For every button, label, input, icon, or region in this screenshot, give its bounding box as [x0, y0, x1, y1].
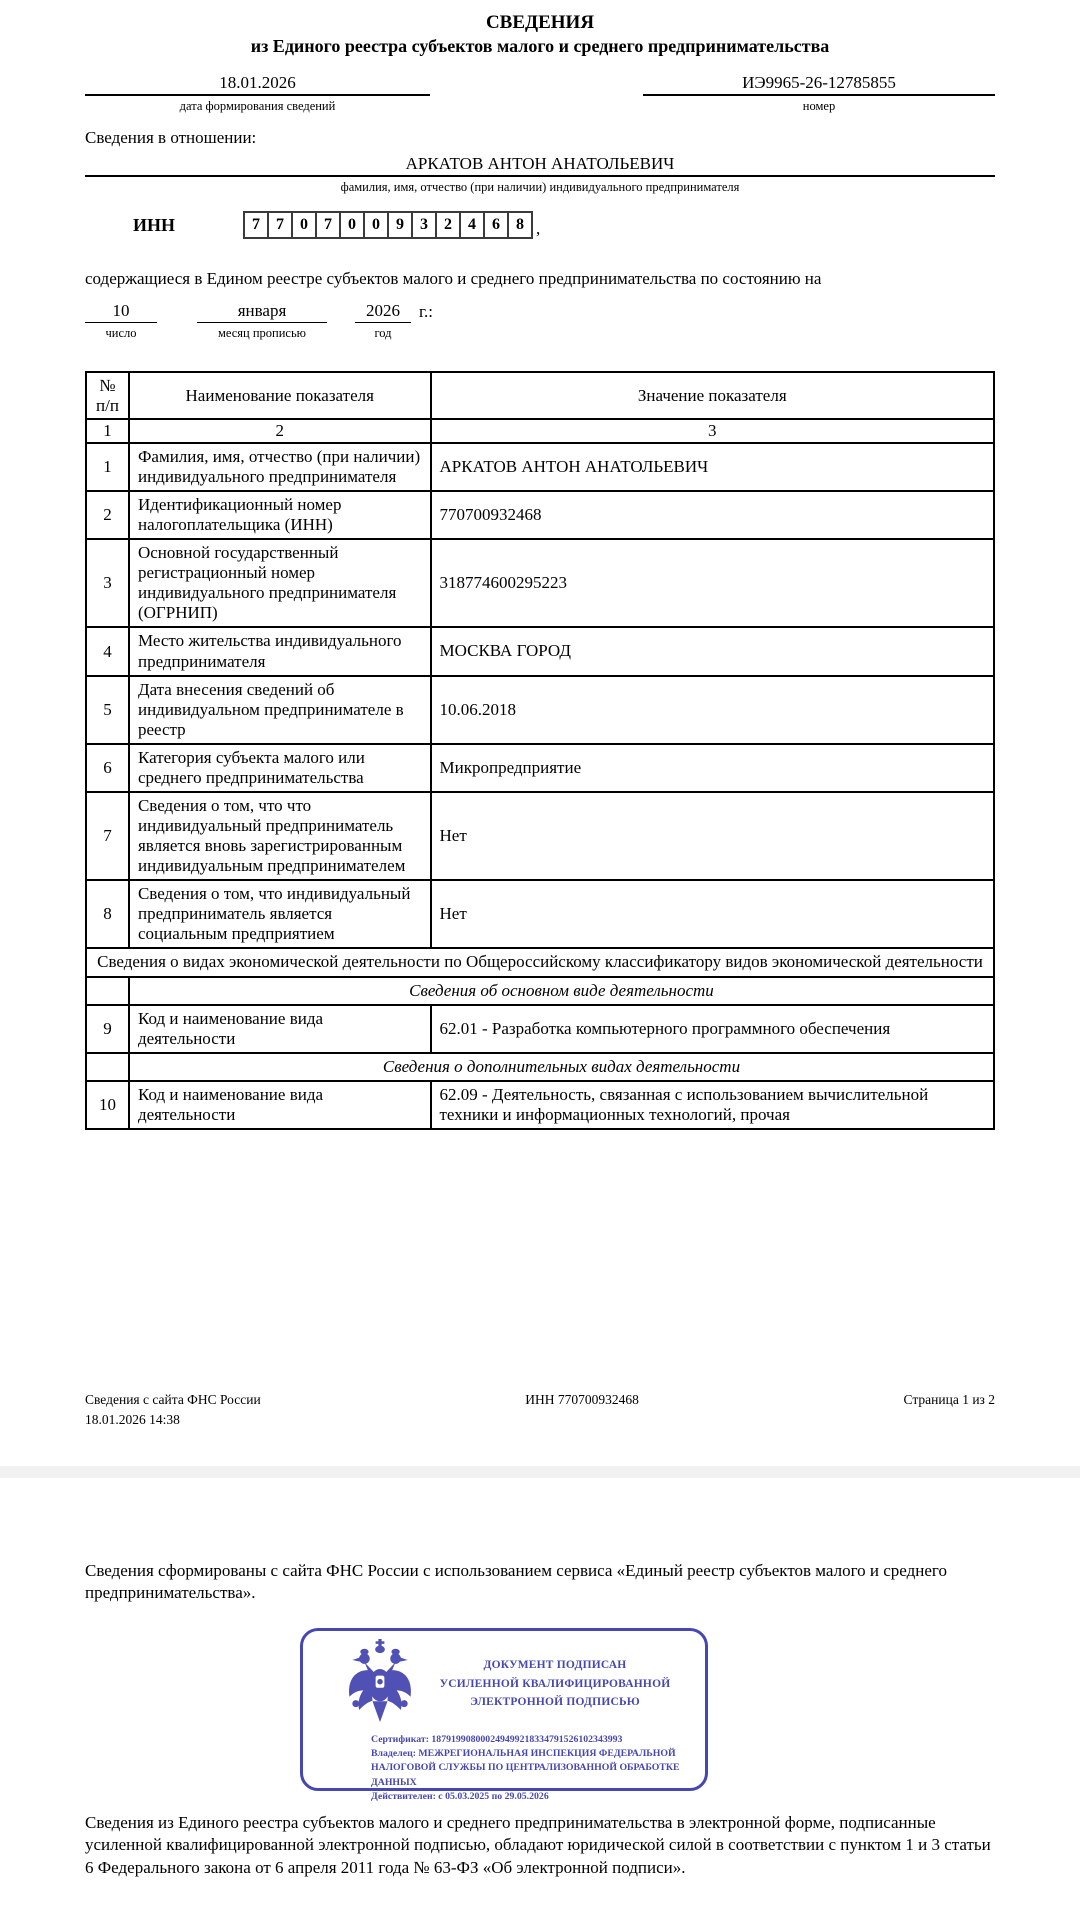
col-digit: 1: [86, 419, 129, 443]
stamp-title-line2: УСИЛЕННОЙ КВАЛИФИЦИРОВАННОЙ: [439, 1677, 671, 1690]
row-num: 5: [86, 676, 129, 744]
col-header-num-line2: п/п: [96, 395, 119, 415]
table-row: [86, 539, 994, 627]
year-field: [355, 301, 411, 341]
footer-source-line1: Сведения с сайта ФНС России: [85, 1392, 261, 1407]
row-value: 10.06.2018: [431, 676, 995, 744]
document-subtitle: из Единого реестра субъектов малого и среднего предпринимательства: [250, 36, 830, 56]
month-field: [197, 301, 327, 341]
month-label: месяц прописью: [217, 326, 307, 340]
table-row: [86, 744, 994, 792]
row-value: 62.09 - Деятельность, связанная с использованием вычислительной техники и информационных технологий, прочая: [431, 1081, 995, 1129]
row-num: 3: [86, 539, 129, 627]
page2-legal-text: Сведения из Единого реестра субъектов малого и среднего предпринимательства в электронной форме, подписанные усиленной квалифицированной электронной подписью, обладают юридической силой в соответствии с пунктом 1 и 3 статьи 6 Федерального закона от 6 апреля 2011 года № 63-ФЗ «Об электронной подписи».: [85, 1813, 991, 1877]
inn-digit-boxes: [243, 211, 533, 239]
digital-signature-stamp: [300, 1628, 708, 1802]
col-header-num-line1: №: [99, 376, 116, 395]
stamp-certificate: Сертификат: 187919908000249499218334791526102343993: [371, 1734, 623, 1745]
subsection-num-cell: [86, 977, 129, 1005]
row-name: Фамилия, имя, отчество (при наличии) индивидуального предпринимателя: [129, 443, 431, 491]
stamp-details: [371, 1733, 691, 1804]
additional-activity-header: Сведения о дополнительных видах деятельности: [129, 1053, 994, 1081]
stamp-title: [419, 1656, 691, 1711]
row-name: Сведения о том, что что индивидуальный предприниматель является вновь зарегистрированным индивидуальным предпринимателем: [129, 792, 431, 880]
column-number-row: [86, 419, 994, 443]
document-number-field: [643, 73, 995, 114]
inn-digit: 7: [243, 211, 269, 239]
table-row: [86, 880, 994, 948]
row-name: Сведения о том, что индивидуальный предприниматель является социальным предприятием: [129, 880, 431, 948]
inn-digit: 2: [435, 211, 461, 239]
section-header: Сведения о видах экономической деятельности по Общероссийскому классификатору видов экономической деятельности: [86, 948, 994, 976]
table-row: [86, 491, 994, 539]
row-name: Код и наименование вида деятельности: [129, 1081, 431, 1129]
document-number-value: ИЭ9965-26-12785855: [643, 73, 995, 96]
stamp-title-line3: ЭЛЕКТРОННОЙ ПОДПИСЬЮ: [470, 1696, 640, 1709]
row-num: 10: [86, 1081, 129, 1129]
inn-digit: 7: [267, 211, 293, 239]
row-num: 4: [86, 627, 129, 675]
formation-date-label: дата формирования сведений: [179, 99, 336, 113]
row-num: 6: [86, 744, 129, 792]
subsection-row: [86, 977, 994, 1005]
row-value: 770700932468: [431, 491, 995, 539]
row-num: 2: [86, 491, 129, 539]
stamp-title-line1: ДОКУМЕНТ ПОДПИСАН: [483, 1659, 627, 1672]
table-row: [86, 1005, 994, 1053]
inn-digit: 0: [291, 211, 317, 239]
document-title: СВЕДЕНИЯ: [485, 12, 595, 33]
footer-source: [85, 1390, 261, 1429]
footer-page-number: Страница 1 из 2: [903, 1392, 995, 1407]
row-num: 8: [86, 880, 129, 948]
row-name: Код и наименование вида деятельности: [129, 1005, 431, 1053]
inn-digit: 7: [315, 211, 341, 239]
main-activity-header: Сведения об основном виде деятельности: [129, 977, 994, 1005]
table-header-row: [86, 372, 994, 419]
day-value: 10: [85, 301, 157, 323]
row-value: 62.01 - Разработка компьютерного программного обеспечения: [431, 1005, 995, 1053]
col-header-num: [86, 372, 129, 419]
subject-name: АРКАТОВ АНТОН АНАТОЛЬЕВИЧ: [85, 154, 995, 177]
row-num: 1: [86, 443, 129, 491]
coat-of-arms-eagle-icon: [341, 1639, 419, 1729]
document-number-label: номер: [802, 99, 836, 113]
inn-comma: ,: [536, 219, 541, 238]
table-row: [86, 443, 994, 491]
subsection-row: [86, 1053, 994, 1081]
stamp-validity: Действителен: с 05.03.2025 по 29.05.2026: [371, 1790, 549, 1802]
as-of-date-row: [85, 301, 995, 341]
row-num: 9: [86, 1005, 129, 1053]
row-name: Дата внесения сведений об индивидуальном предпринимателе в реестр: [129, 676, 431, 744]
row-value: МОСКВА ГОРОД: [431, 627, 995, 675]
row-name: Место жительства индивидуального предпринимателя: [129, 627, 431, 675]
month-value: января: [197, 301, 327, 323]
table-row: [86, 676, 994, 744]
page2-intro-text: Сведения сформированы с сайта ФНС России с использованием сервиса «Единый реестр субъектов малого и среднего предпринимательства».: [85, 1561, 947, 1603]
inn-digit: 6: [483, 211, 509, 239]
row-name: Идентификационный номер налогоплательщика (ИНН): [129, 491, 431, 539]
row-value: Нет: [431, 880, 995, 948]
year-value: 2026: [355, 301, 411, 323]
subject-name-label: фамилия, имя, отчество (при наличии) индивидуального предпринимателя: [340, 180, 740, 194]
col-header-value: Значение показателя: [431, 372, 995, 419]
row-name: Категория субъекта малого или среднего предпринимательства: [129, 744, 431, 792]
table-row: [86, 1081, 994, 1129]
inn-digit: 3: [411, 211, 437, 239]
col-digit: 3: [431, 419, 995, 443]
col-header-name: Наименование показателя: [129, 372, 431, 419]
row-value: Микропредприятие: [431, 744, 995, 792]
page-footer: [85, 1390, 995, 1429]
day-label: число: [105, 326, 137, 340]
formation-date-value: 18.01.2026: [85, 73, 430, 96]
formation-date-field: [85, 73, 430, 114]
inn-digit: 9: [387, 211, 413, 239]
footer-inn: ИНН 770700932468: [525, 1392, 639, 1407]
col-digit: 2: [129, 419, 431, 443]
year-label: год: [374, 326, 392, 340]
row-name: Основной государственный регистрационный номер индивидуального предпринимателя (ОГРНИП): [129, 539, 431, 627]
stamp-top: [329, 1639, 691, 1729]
inn-digit: 4: [459, 211, 485, 239]
subsection-num-cell: [86, 1053, 129, 1081]
as-of-text: содержащиеся в Едином реестре субъектов малого и среднего предпринимательства по состоянию на: [85, 269, 822, 288]
footer-source-line2: 18.01.2026 14:38: [85, 1411, 180, 1427]
registry-table: [85, 371, 995, 1130]
inn-label: ИНН: [133, 214, 176, 235]
table-row: [86, 627, 994, 675]
page-separator: [0, 1466, 1080, 1478]
inn-digit: 0: [339, 211, 365, 239]
row-value: АРКАТОВ АНТОН АНАТОЛЬЕВИЧ: [431, 443, 995, 491]
stamp-owner: Владелец: МЕЖРЕГИОНАЛЬНАЯ ИНСПЕКЦИЯ ФЕДЕРАЛЬНОЙ НАЛОГОВОЙ СЛУЖБЫ ПО ЦЕНТРАЛИЗОВАННОЙ ОБРАБОТКЕ ДАННЫХ: [371, 1748, 680, 1788]
subject-name-field: [85, 154, 995, 195]
inn-digit: 0: [363, 211, 389, 239]
row-value: 318774600295223: [431, 539, 995, 627]
subject-intro: Сведения в отношении:: [85, 128, 257, 147]
section-header-row: [86, 948, 994, 976]
row-num: 7: [86, 792, 129, 880]
row-value: Нет: [431, 792, 995, 880]
header-fields-row: [85, 73, 995, 114]
year-suffix: г.:: [419, 302, 434, 321]
table-row: [86, 792, 994, 880]
inn-digit: 8: [507, 211, 533, 239]
inn-row: [85, 211, 995, 239]
day-field: [85, 301, 157, 341]
